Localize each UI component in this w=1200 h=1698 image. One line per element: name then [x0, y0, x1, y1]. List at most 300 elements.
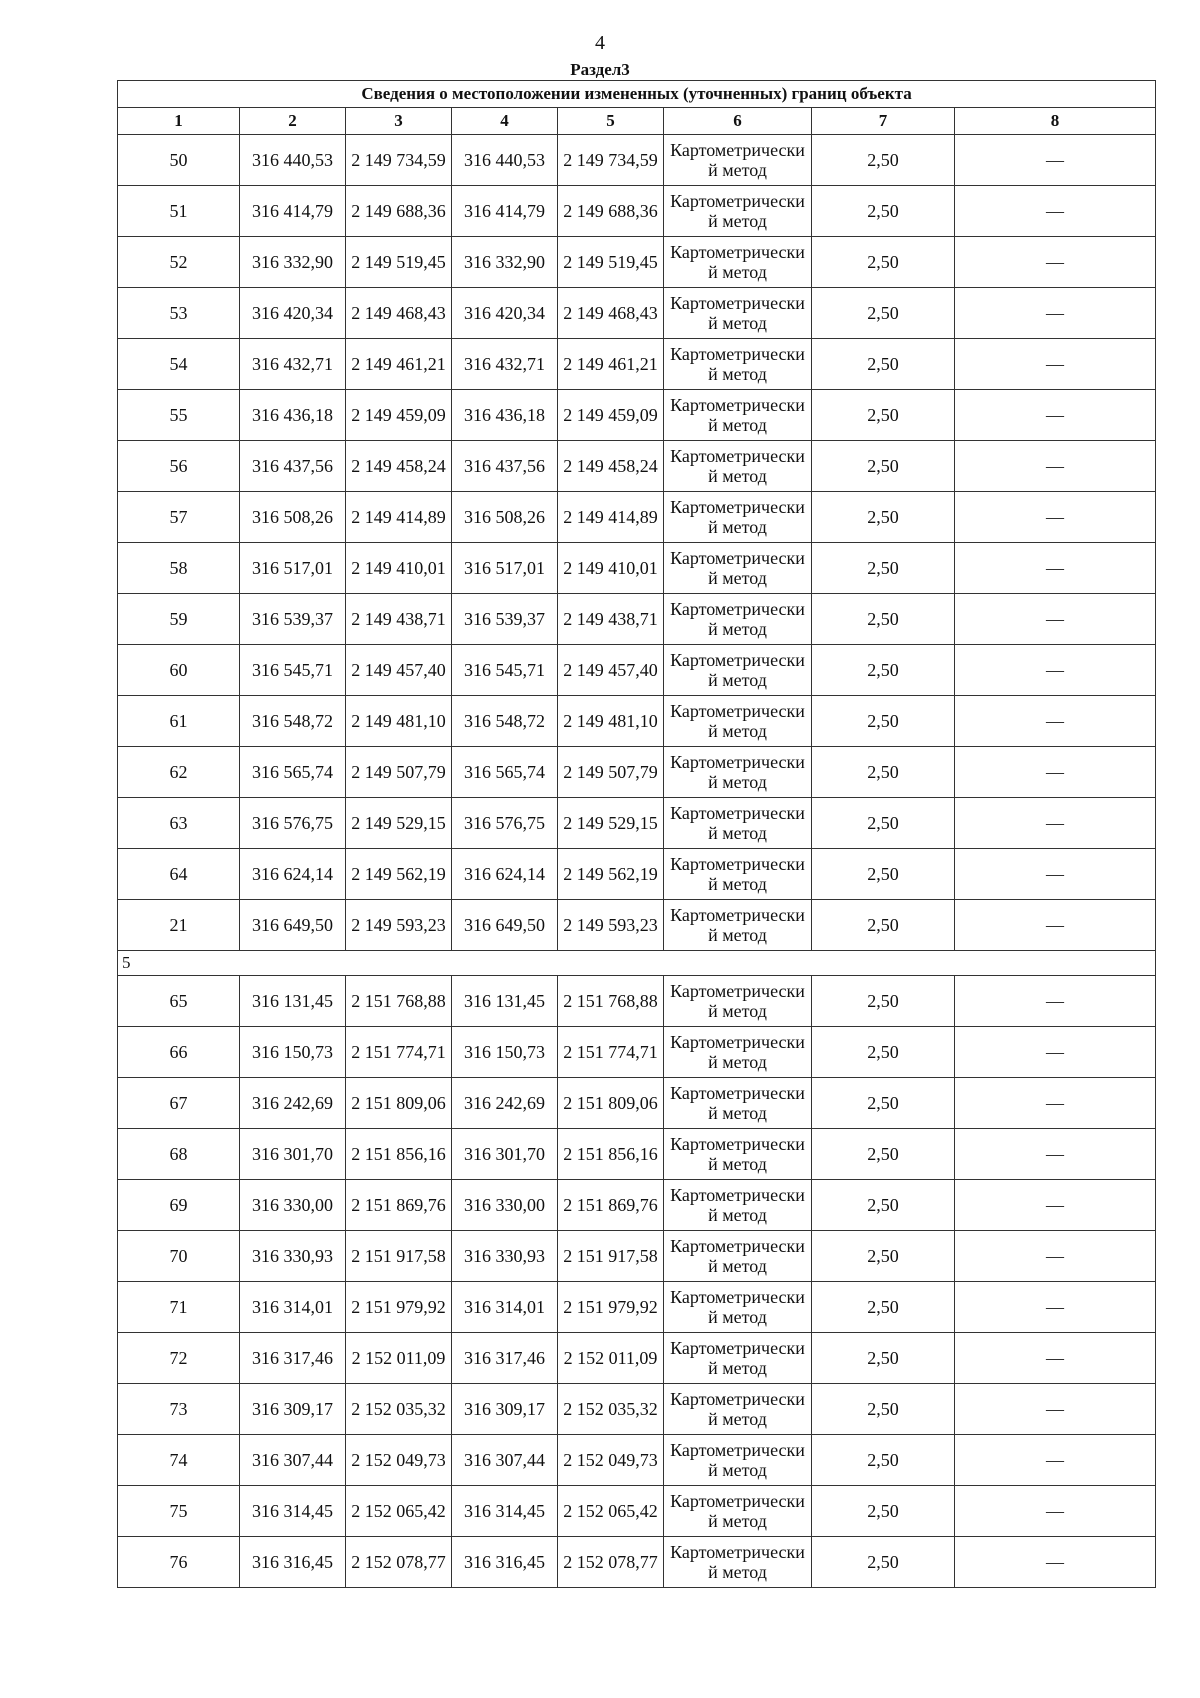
method-line: й метод: [708, 1256, 767, 1276]
method-line: Картометрически: [670, 981, 805, 1001]
accuracy-cell: 2,50: [812, 798, 955, 849]
point-number: 69: [118, 1180, 240, 1231]
table-row: [118, 1282, 1156, 1333]
coordinate-cell: 2 152 011,09: [558, 1333, 664, 1384]
accuracy-cell: 2,50: [812, 1435, 955, 1486]
method-cell: [664, 135, 812, 186]
method-line: Картометрически: [670, 1338, 805, 1358]
method-cell: [664, 1180, 812, 1231]
accuracy-cell: 2,50: [812, 747, 955, 798]
accuracy-cell: 2,50: [812, 492, 955, 543]
table-row: [118, 1333, 1156, 1384]
accuracy-cell: 2,50: [812, 1282, 955, 1333]
method-cell: [664, 339, 812, 390]
method-cell: [664, 1435, 812, 1486]
coordinate-cell: 2 149 457,40: [346, 645, 452, 696]
point-number: 55: [118, 390, 240, 441]
method-cell: [664, 594, 812, 645]
coordinate-cell: 2 149 410,01: [558, 543, 664, 594]
description-cell: —: [955, 186, 1156, 237]
coordinate-cell: 316 131,45: [452, 976, 558, 1027]
coordinate-cell: 2 152 035,32: [558, 1384, 664, 1435]
point-number: 72: [118, 1333, 240, 1384]
coordinate-cell: 316 649,50: [452, 900, 558, 951]
coordinate-cell: 2 149 562,19: [558, 849, 664, 900]
method-line: Картометрически: [670, 548, 805, 568]
method-line: Картометрически: [670, 242, 805, 262]
coordinate-cell: 2 152 078,77: [346, 1537, 452, 1588]
method-cell: [664, 645, 812, 696]
table-row: [118, 1078, 1156, 1129]
method-cell: [664, 747, 812, 798]
description-cell: —: [955, 1282, 1156, 1333]
method-cell: [664, 1384, 812, 1435]
method-line: й метод: [708, 874, 767, 894]
coordinate-cell: 2 152 065,42: [558, 1486, 664, 1537]
coordinate-cell: 316 624,14: [452, 849, 558, 900]
coordinate-cell: 316 330,93: [452, 1231, 558, 1282]
description-cell: —: [955, 594, 1156, 645]
coordinate-cell: 316 437,56: [240, 441, 346, 492]
coordinate-cell: 2 151 869,76: [558, 1180, 664, 1231]
method-line: й метод: [708, 568, 767, 588]
coordinate-cell: 2 149 529,15: [558, 798, 664, 849]
coordinate-cell: 2 151 774,71: [346, 1027, 452, 1078]
method-cell: [664, 186, 812, 237]
point-number: 62: [118, 747, 240, 798]
coordinate-cell: 316 517,01: [240, 543, 346, 594]
method-cell: [664, 1333, 812, 1384]
coordinate-cell: 316 649,50: [240, 900, 346, 951]
method-line: й метод: [708, 1103, 767, 1123]
method-line: й метод: [708, 1205, 767, 1225]
table-row: [118, 1129, 1156, 1180]
coordinate-cell: 316 332,90: [452, 237, 558, 288]
coordinate-cell: 2 149 688,36: [346, 186, 452, 237]
accuracy-cell: 2,50: [812, 1537, 955, 1588]
method-line: й метод: [708, 1307, 767, 1327]
description-cell: —: [955, 492, 1156, 543]
table-row: [118, 492, 1156, 543]
method-line: й метод: [708, 772, 767, 792]
coordinate-cell: 2 149 438,71: [346, 594, 452, 645]
description-cell: —: [955, 237, 1156, 288]
point-number: 50: [118, 135, 240, 186]
accuracy-cell: 2,50: [812, 186, 955, 237]
point-number: 64: [118, 849, 240, 900]
coordinate-cell: 316 576,75: [240, 798, 346, 849]
description-cell: —: [955, 339, 1156, 390]
column-number: 7: [812, 108, 955, 135]
column-number-row: [118, 108, 1156, 135]
coordinate-cell: 2 149 457,40: [558, 645, 664, 696]
coordinate-cell: 2 149 519,45: [346, 237, 452, 288]
coordinate-cell: 316 565,74: [240, 747, 346, 798]
coordinate-cell: 2 149 458,24: [558, 441, 664, 492]
coordinate-cell: 316 314,01: [452, 1282, 558, 1333]
table-row: [118, 237, 1156, 288]
coordinate-cell: 2 149 438,71: [558, 594, 664, 645]
contour-label-row: [118, 951, 1156, 976]
point-number: 74: [118, 1435, 240, 1486]
table-body: [118, 135, 1156, 1588]
method-line: й метод: [708, 1358, 767, 1378]
method-line: Картометрически: [670, 905, 805, 925]
point-number: 51: [118, 186, 240, 237]
coordinate-cell: 316 517,01: [452, 543, 558, 594]
point-number: 21: [118, 900, 240, 951]
coordinate-cell: 2 149 562,19: [346, 849, 452, 900]
method-line: Картометрически: [670, 1491, 805, 1511]
method-line: й метод: [708, 1154, 767, 1174]
coordinate-cell: 2 149 688,36: [558, 186, 664, 237]
coordinate-cell: 316 242,69: [240, 1078, 346, 1129]
description-cell: —: [955, 543, 1156, 594]
coordinate-cell: 2 149 734,59: [558, 135, 664, 186]
method-line: й метод: [708, 1460, 767, 1480]
description-cell: —: [955, 288, 1156, 339]
accuracy-cell: 2,50: [812, 1027, 955, 1078]
point-number: 56: [118, 441, 240, 492]
coordinate-cell: 2 151 979,92: [558, 1282, 664, 1333]
table-row: [118, 849, 1156, 900]
coordinate-cell: 2 149 414,89: [558, 492, 664, 543]
method-cell: [664, 696, 812, 747]
coordinate-cell: 2 152 049,73: [558, 1435, 664, 1486]
coordinate-cell: 2 149 593,23: [346, 900, 452, 951]
coordinate-cell: 2 149 410,01: [346, 543, 452, 594]
method-line: Картометрически: [670, 497, 805, 517]
method-cell: [664, 237, 812, 288]
coordinate-cell: 316 539,37: [240, 594, 346, 645]
coordinate-cell: 2 152 035,32: [346, 1384, 452, 1435]
table-row: [118, 594, 1156, 645]
point-number: 67: [118, 1078, 240, 1129]
coordinate-cell: 316 309,17: [452, 1384, 558, 1435]
table-row: [118, 135, 1156, 186]
coordinate-cell: 316 576,75: [452, 798, 558, 849]
table-row: [118, 976, 1156, 1027]
method-line: й метод: [708, 1409, 767, 1429]
coordinate-cell: 316 420,34: [240, 288, 346, 339]
coordinate-cell: 2 149 519,45: [558, 237, 664, 288]
coordinate-cell: 316 316,45: [240, 1537, 346, 1588]
method-cell: [664, 798, 812, 849]
description-cell: —: [955, 135, 1156, 186]
coordinate-cell: 316 309,17: [240, 1384, 346, 1435]
coordinate-cell: 316 242,69: [452, 1078, 558, 1129]
method-cell: [664, 900, 812, 951]
method-line: Картометрически: [670, 293, 805, 313]
coordinate-cell: 316 624,14: [240, 849, 346, 900]
description-cell: —: [955, 1486, 1156, 1537]
accuracy-cell: 2,50: [812, 1384, 955, 1435]
coordinate-cell: 2 152 011,09: [346, 1333, 452, 1384]
point-number: 53: [118, 288, 240, 339]
method-line: й метод: [708, 1562, 767, 1582]
description-cell: —: [955, 849, 1156, 900]
table-row: [118, 1435, 1156, 1486]
accuracy-cell: 2,50: [812, 1129, 955, 1180]
description-cell: —: [955, 798, 1156, 849]
table-row: [118, 288, 1156, 339]
method-line: й метод: [708, 262, 767, 282]
coordinate-cell: 316 330,00: [452, 1180, 558, 1231]
point-number: 75: [118, 1486, 240, 1537]
method-line: й метод: [708, 1511, 767, 1531]
coordinate-cell: 2 151 809,06: [346, 1078, 452, 1129]
accuracy-cell: 2,50: [812, 976, 955, 1027]
page-number: 4: [595, 32, 605, 54]
method-line: Картометрически: [670, 1083, 805, 1103]
method-line: й метод: [708, 160, 767, 180]
coordinate-cell: 2 149 529,15: [346, 798, 452, 849]
section-title: Раздел3: [570, 60, 630, 79]
method-line: й метод: [708, 517, 767, 537]
coordinate-cell: 316 420,34: [452, 288, 558, 339]
method-line: Картометрически: [670, 395, 805, 415]
coordinate-cell: 2 149 593,23: [558, 900, 664, 951]
table-row: [118, 747, 1156, 798]
method-line: й метод: [708, 670, 767, 690]
coordinate-cell: 2 152 049,73: [346, 1435, 452, 1486]
table-row: [118, 1384, 1156, 1435]
method-line: й метод: [708, 364, 767, 384]
coordinate-cell: 2 151 869,76: [346, 1180, 452, 1231]
column-number: 8: [955, 108, 1156, 135]
table-row: [118, 1180, 1156, 1231]
coordinate-cell: 2 151 917,58: [346, 1231, 452, 1282]
column-number: 5: [558, 108, 664, 135]
accuracy-cell: 2,50: [812, 135, 955, 186]
point-number: 57: [118, 492, 240, 543]
method-line: Картометрически: [670, 854, 805, 874]
coordinate-cell: 316 330,93: [240, 1231, 346, 1282]
coordinate-cell: 316 548,72: [452, 696, 558, 747]
point-number: 65: [118, 976, 240, 1027]
method-line: й метод: [708, 466, 767, 486]
method-cell: [664, 976, 812, 1027]
accuracy-cell: 2,50: [812, 1231, 955, 1282]
method-line: й метод: [708, 313, 767, 333]
coordinate-cell: 316 545,71: [240, 645, 346, 696]
accuracy-cell: 2,50: [812, 288, 955, 339]
method-cell: [664, 543, 812, 594]
method-line: Картометрически: [670, 752, 805, 772]
coordinate-cell: 2 149 458,24: [346, 441, 452, 492]
coordinate-cell: 316 565,74: [452, 747, 558, 798]
coordinate-cell: 2 151 768,88: [346, 976, 452, 1027]
method-line: й метод: [708, 925, 767, 945]
accuracy-cell: 2,50: [812, 1180, 955, 1231]
method-line: Картометрически: [670, 1236, 805, 1256]
accuracy-cell: 2,50: [812, 339, 955, 390]
coordinate-cell: 2 149 481,10: [346, 696, 452, 747]
coordinate-cell: 2 149 461,21: [558, 339, 664, 390]
coordinate-cell: 316 301,70: [452, 1129, 558, 1180]
method-cell: [664, 441, 812, 492]
coordinate-cell: 2 149 468,43: [558, 288, 664, 339]
method-cell: [664, 492, 812, 543]
method-line: Картометрически: [670, 191, 805, 211]
table-caption-row: [118, 81, 1156, 108]
method-line: Картометрически: [670, 1134, 805, 1154]
table-row: [118, 1486, 1156, 1537]
column-number: 3: [346, 108, 452, 135]
description-cell: —: [955, 1180, 1156, 1231]
method-line: й метод: [708, 721, 767, 741]
coordinate-cell: 316 539,37: [452, 594, 558, 645]
table-row: [118, 798, 1156, 849]
coordinate-cell: 316 332,90: [240, 237, 346, 288]
description-cell: —: [955, 1027, 1156, 1078]
coordinate-cell: 316 317,46: [240, 1333, 346, 1384]
boundary-coordinates-table: [117, 80, 1156, 1588]
method-line: й метод: [708, 823, 767, 843]
coordinate-cell: 2 152 065,42: [346, 1486, 452, 1537]
accuracy-cell: 2,50: [812, 390, 955, 441]
coordinate-cell: 316 436,18: [240, 390, 346, 441]
description-cell: —: [955, 976, 1156, 1027]
method-line: й метод: [708, 415, 767, 435]
coordinate-cell: 316 508,26: [240, 492, 346, 543]
table-row: [118, 645, 1156, 696]
point-number: 60: [118, 645, 240, 696]
coordinate-cell: 316 330,00: [240, 1180, 346, 1231]
description-cell: —: [955, 900, 1156, 951]
coordinate-cell: 2 149 461,21: [346, 339, 452, 390]
coordinate-cell: 2 149 507,79: [558, 747, 664, 798]
accuracy-cell: 2,50: [812, 441, 955, 492]
method-line: Картометрически: [670, 1389, 805, 1409]
accuracy-cell: 2,50: [812, 237, 955, 288]
accuracy-cell: 2,50: [812, 900, 955, 951]
method-cell: [664, 1027, 812, 1078]
description-cell: —: [955, 1384, 1156, 1435]
method-line: Картометрически: [670, 701, 805, 721]
coordinate-cell: 316 131,45: [240, 976, 346, 1027]
point-number: 66: [118, 1027, 240, 1078]
table-row: [118, 390, 1156, 441]
method-cell: [664, 390, 812, 441]
method-cell: [664, 1078, 812, 1129]
coordinate-cell: 316 317,46: [452, 1333, 558, 1384]
coordinate-cell: 2 149 414,89: [346, 492, 452, 543]
method-line: Картометрически: [670, 599, 805, 619]
method-line: Картометрически: [670, 1185, 805, 1205]
method-cell: [664, 1537, 812, 1588]
coordinate-cell: 316 437,56: [452, 441, 558, 492]
point-number: 71: [118, 1282, 240, 1333]
table-row: [118, 1027, 1156, 1078]
point-number: 68: [118, 1129, 240, 1180]
coordinate-cell: 316 436,18: [452, 390, 558, 441]
coordinate-cell: 2 149 468,43: [346, 288, 452, 339]
coordinate-cell: 2 151 774,71: [558, 1027, 664, 1078]
point-number: 58: [118, 543, 240, 594]
coordinate-cell: 316 548,72: [240, 696, 346, 747]
method-line: Картометрически: [670, 140, 805, 160]
method-line: Картометрически: [670, 344, 805, 364]
coordinate-cell: 316 150,73: [240, 1027, 346, 1078]
coordinate-cell: 316 440,53: [452, 135, 558, 186]
coordinate-cell: 2 151 768,88: [558, 976, 664, 1027]
accuracy-cell: 2,50: [812, 849, 955, 900]
column-number: 4: [452, 108, 558, 135]
method-line: й метод: [708, 211, 767, 231]
coordinate-cell: 316 150,73: [452, 1027, 558, 1078]
column-number: 1: [118, 108, 240, 135]
coordinate-cell: 316 440,53: [240, 135, 346, 186]
table-caption: Сведения о местоположении измененных (уточненных) границ объекта: [118, 81, 1156, 108]
coordinate-cell: 316 414,79: [240, 186, 346, 237]
accuracy-cell: 2,50: [812, 594, 955, 645]
table-row: [118, 1537, 1156, 1588]
table-row: [118, 543, 1156, 594]
description-cell: —: [955, 1537, 1156, 1588]
coordinate-cell: 316 314,45: [240, 1486, 346, 1537]
table-row: [118, 441, 1156, 492]
description-cell: —: [955, 645, 1156, 696]
coordinate-cell: 2 151 917,58: [558, 1231, 664, 1282]
coordinate-cell: 316 508,26: [452, 492, 558, 543]
coordinate-cell: 316 432,71: [452, 339, 558, 390]
contour-label: 5: [118, 951, 1156, 976]
method-line: Картометрически: [670, 803, 805, 823]
method-cell: [664, 288, 812, 339]
description-cell: —: [955, 1078, 1156, 1129]
coordinate-cell: 316 432,71: [240, 339, 346, 390]
point-number: 70: [118, 1231, 240, 1282]
method-line: Картометрически: [670, 446, 805, 466]
table-row: [118, 900, 1156, 951]
accuracy-cell: 2,50: [812, 1333, 955, 1384]
coordinate-cell: 2 149 507,79: [346, 747, 452, 798]
description-cell: —: [955, 747, 1156, 798]
point-number: 73: [118, 1384, 240, 1435]
coordinate-cell: 316 307,44: [240, 1435, 346, 1486]
description-cell: —: [955, 390, 1156, 441]
accuracy-cell: 2,50: [812, 696, 955, 747]
coordinate-cell: 2 151 856,16: [346, 1129, 452, 1180]
point-number: 61: [118, 696, 240, 747]
coordinate-cell: 2 149 481,10: [558, 696, 664, 747]
method-line: й метод: [708, 1001, 767, 1021]
method-cell: [664, 1129, 812, 1180]
point-number: 59: [118, 594, 240, 645]
point-number: 76: [118, 1537, 240, 1588]
point-number: 54: [118, 339, 240, 390]
table-row: [118, 339, 1156, 390]
description-cell: —: [955, 441, 1156, 492]
description-cell: —: [955, 696, 1156, 747]
column-number: 6: [664, 108, 812, 135]
description-cell: —: [955, 1129, 1156, 1180]
point-number: 63: [118, 798, 240, 849]
coordinate-cell: 316 316,45: [452, 1537, 558, 1588]
method-line: й метод: [708, 1052, 767, 1072]
accuracy-cell: 2,50: [812, 1486, 955, 1537]
coordinate-cell: 2 149 734,59: [346, 135, 452, 186]
accuracy-cell: 2,50: [812, 645, 955, 696]
table-row: [118, 1231, 1156, 1282]
coordinate-cell: 316 307,44: [452, 1435, 558, 1486]
column-number: 2: [240, 108, 346, 135]
coordinate-cell: 316 301,70: [240, 1129, 346, 1180]
description-cell: —: [955, 1435, 1156, 1486]
description-cell: —: [955, 1333, 1156, 1384]
method-cell: [664, 1231, 812, 1282]
